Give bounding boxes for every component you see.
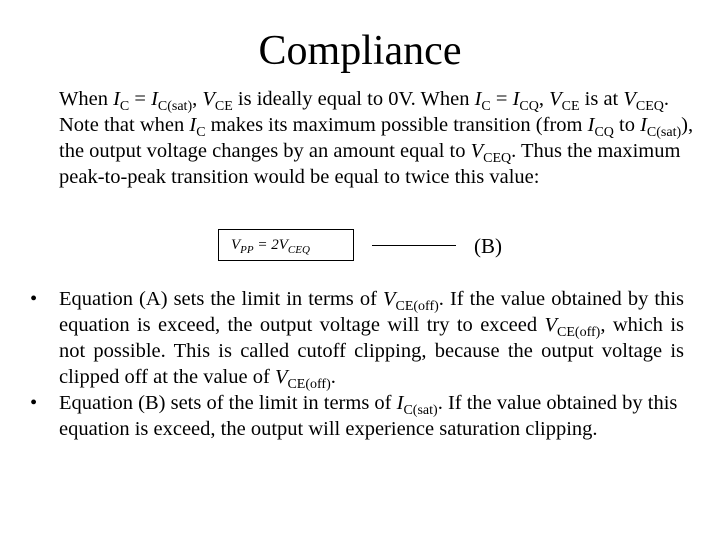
bullet-icon: • [30,392,38,414]
list-item: • Equation (A) sets the limit in terms of $V_{CE(off)}$. If the value obtained by this equation is exceed, the output voltage will try to exceed $V_{CE(off)}$, which is not possible. This is called cutoff clipping, because the output voltage is clipped off at the value of $V_{CE(off)}$. [30,288,684,392]
voltage-symbol: V [470,140,484,162]
slide-title: Compliance [258,28,462,74]
current-symbol: I [113,88,120,110]
voltage-symbol: V [202,88,215,110]
current-symbol: I [151,88,158,110]
intro-paragraph: When $I_C = I_{C(sat)}$, $V_{CE}$ is ideally equal to 0V. When $I_C = I_{CQ}$, $V_{CE}$ is at $V_{CEQ}$. Note that when $I_C$ makes its maximum possible transition (from $I_{CQ}$ to $I_{C(sat)}$), the output voltage changes by an amount equal to $V_{CEQ}$. Thus the maximum peak-to-peak transition would be equal to twice this value: [59,88,694,188]
equation-label: (B) [474,234,502,258]
voltage-symbol: V [549,88,562,110]
current-symbol: I [640,114,647,136]
bullet-icon: • [30,288,38,310]
current-symbol: I [189,114,197,136]
current-symbol: I [512,88,520,110]
bullet-list [30,286,684,442]
voltage-symbol: V [623,88,636,110]
list-item: • Equation (B) sets of the limit in terms of $I_{C(sat)}$. If the value obtained by this equation is exceed, the output will experience saturation clipping. [30,392,678,440]
current-symbol: I [587,114,595,136]
current-symbol: I [474,88,482,110]
formula-leader-line [372,245,456,246]
formula-box: $V_{PP} = 2V_{CEQ}$ [218,229,354,261]
